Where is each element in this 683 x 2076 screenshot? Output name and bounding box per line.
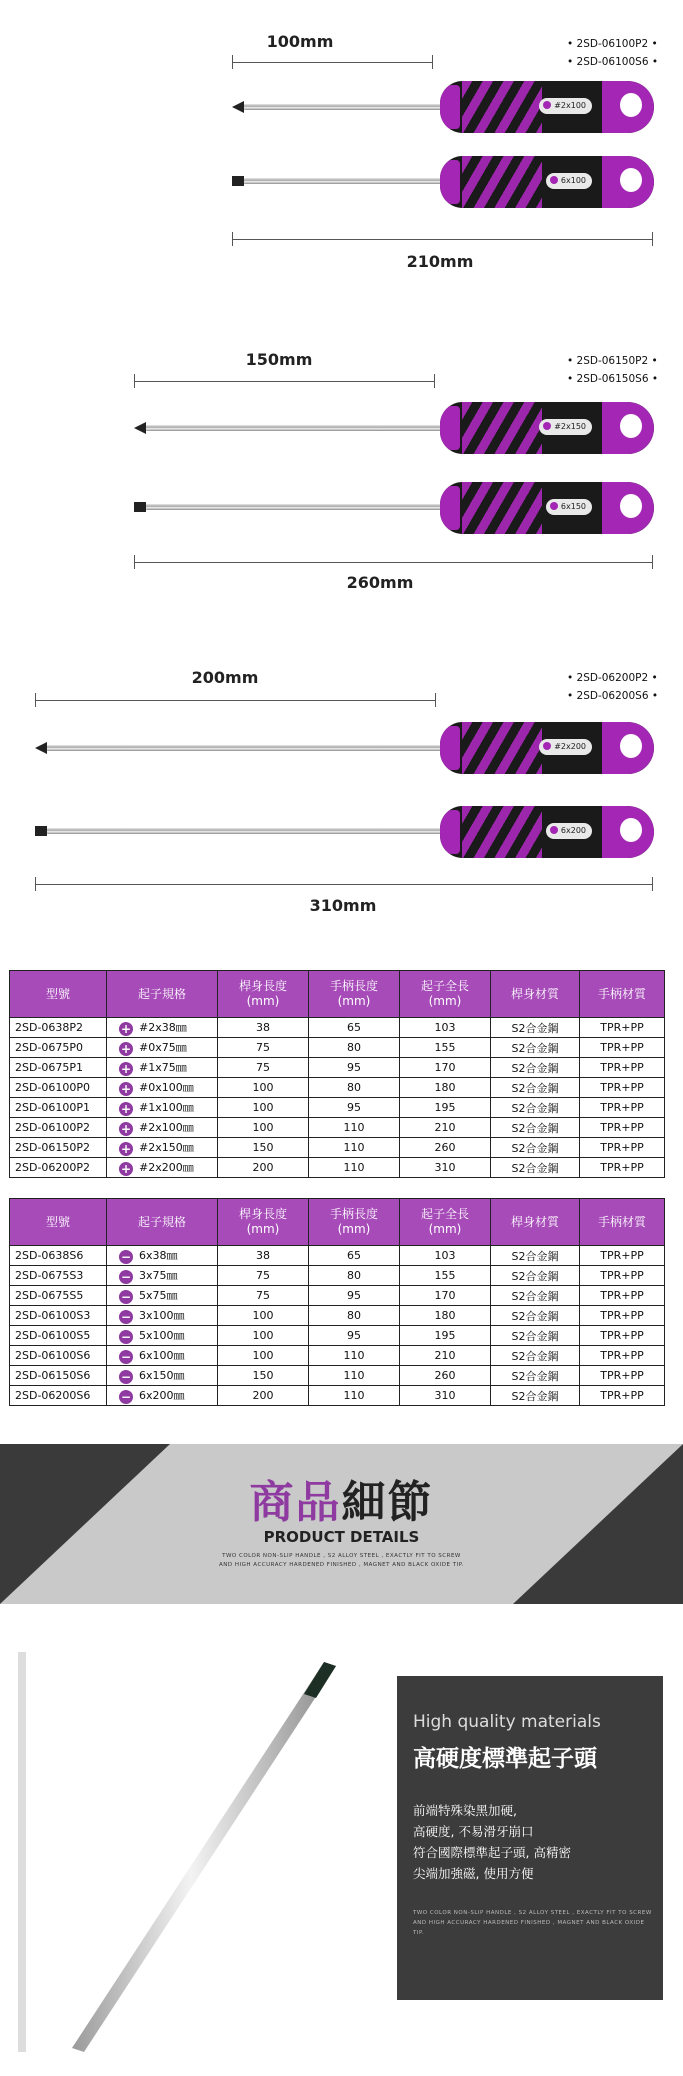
screwdriver-shaft [146,504,444,510]
table-row [10,1286,665,1306]
table-cell: TPR+PP [580,1246,665,1266]
detail-description: 前端特殊染黑加硬, 高硬度, 不易滑牙崩口 符合國際標準起子頭, 高精密 尖端加強磁, 使用方便 [413,1803,571,1881]
table-cell: 110 [309,1386,400,1406]
handle-label: 6x150 [546,499,592,515]
model-tag: • 2SD-06100S6 • [567,56,659,68]
table-cell: − 5x75㎜ [107,1286,218,1306]
table-row [10,1306,665,1326]
table-cell: + #2x200㎜ [107,1158,218,1178]
table-header-cell: 手柄材質 [580,1199,665,1246]
table-cell: 170 [400,1058,491,1078]
phillips-icon: + [120,1022,132,1036]
table-cell: 95 [309,1098,400,1118]
table-cell: 65 [309,1018,400,1038]
table-cell: S2合金鋼 [491,1386,580,1406]
table-cell: 80 [309,1078,400,1098]
table-cell: 260 [400,1366,491,1386]
table-cell: − 6x100㎜ [107,1346,218,1366]
table-cell: S2合金鋼 [491,1098,580,1118]
table-cell: S2合金鋼 [491,1246,580,1266]
table-cell: 2SD-06200P2 [10,1158,107,1178]
table-cell: 110 [309,1346,400,1366]
table-cell: 100 [218,1306,309,1326]
table-header-cell: 桿身材質 [491,1199,580,1246]
screwdriver-shaft [146,425,444,431]
handle-label: 6x200 [546,823,592,839]
table-cell: TPR+PP [580,1138,665,1158]
phillips-spec-table [9,970,665,1178]
bottom-dimension-label: 310mm [309,896,377,915]
dimension-line [35,700,435,701]
table-header-cell: 起子全長 (mm) [400,1199,491,1246]
table-cell: 2SD-06100S3 [10,1306,107,1326]
dimension-line [232,239,652,240]
table-cell: 65 [309,1246,400,1266]
slotted-icon: − [120,1390,132,1404]
table-cell: + #2x100㎜ [107,1118,218,1138]
table-cell: S2合金鋼 [491,1346,580,1366]
banner-title: 商品細節 [249,1477,434,1528]
slotted-icon: − [120,1350,132,1364]
table-cell: TPR+PP [580,1366,665,1386]
table-row [10,1158,665,1178]
table-cell: TPR+PP [580,1038,665,1058]
table-header-cell: 桿身材質 [491,971,580,1018]
table-cell: TPR+PP [580,1078,665,1098]
table-row [10,1018,665,1038]
table-cell: + #0x100㎜ [107,1078,218,1098]
table-cell: 110 [309,1118,400,1138]
table-row [10,1118,665,1138]
table-cell: TPR+PP [580,1266,665,1286]
table-cell: TPR+PP [580,1306,665,1326]
table-cell: 103 [400,1018,491,1038]
table-cell: 38 [218,1018,309,1038]
phillips-icon: + [120,1042,132,1056]
table-row [10,1366,665,1386]
table-cell: 2SD-0675P0 [10,1038,107,1058]
table-cell: − 3x100㎜ [107,1306,218,1326]
table-header-cell: 起子全長 (mm) [400,971,491,1018]
table-cell: + #2x150㎜ [107,1138,218,1158]
table-cell: TPR+PP [580,1058,665,1078]
slotted-icon: − [120,1270,132,1284]
banner-small-text: TWO COLOR NON-SLIP HANDLE , S2 ALLOY STEEL , EXACTLY FIT TO SCREW AND HIGH ACCURACY HARDENED FINISHED , MAGNET AND BLACK OXIDE TIP. [219,1553,464,1568]
phillips-icon: + [120,1082,132,1096]
table-cell: S2合金鋼 [491,1118,580,1138]
table-cell: 75 [218,1286,309,1306]
top-dimension-label: 200mm [191,668,259,687]
table-cell: 180 [400,1306,491,1326]
bottom-dimension-label: 260mm [346,573,414,592]
table-cell: 75 [218,1038,309,1058]
table-cell: − 6x200㎜ [107,1386,218,1406]
table-cell: 75 [218,1058,309,1078]
slotted-tip [134,502,146,512]
table-cell: S2合金鋼 [491,1158,580,1178]
table-header-cell: 手柄材質 [580,971,665,1018]
table-cell: S2合金鋼 [491,1078,580,1098]
slotted-icon: − [120,1250,132,1264]
bottom-dimension-label: 210mm [406,252,474,271]
table-cell: + #1x100㎜ [107,1098,218,1118]
table-cell: 180 [400,1078,491,1098]
table-header-cell: 型號 [10,971,107,1018]
table-cell: 170 [400,1286,491,1306]
table-cell: S2合金鋼 [491,1038,580,1058]
table-cell: 150 [218,1138,309,1158]
slotted-spec-table [9,1198,665,1406]
slotted-icon: − [120,1370,132,1384]
table-cell: TPR+PP [580,1286,665,1306]
dimension-tick [652,555,653,569]
table-cell: TPR+PP [580,1118,665,1138]
screwdriver-shaft [47,745,444,751]
phillips-tip [134,422,146,434]
table-row [10,1078,665,1098]
table-cell: 2SD-0675S5 [10,1286,107,1306]
phillips-icon: + [120,1122,132,1136]
table-cell: 195 [400,1326,491,1346]
phillips-icon: + [120,1062,132,1076]
detail-description-box [397,1676,663,2000]
table-cell: S2合金鋼 [491,1138,580,1158]
table-cell: TPR+PP [580,1386,665,1406]
table-cell: − 3x75㎜ [107,1266,218,1286]
dimension-tick [652,877,653,891]
dimension-tick [432,55,433,69]
dimension-tick [434,374,435,388]
table-cell: 95 [309,1286,400,1306]
table-cell: 80 [309,1306,400,1326]
table-cell: 80 [309,1266,400,1286]
table-header-cell: 手柄長度 (mm) [309,971,400,1018]
table-cell: 110 [309,1366,400,1386]
model-tag: • 2SD-06200S6 • [567,690,659,702]
table-cell: 210 [400,1346,491,1366]
slotted-tip [35,826,47,836]
phillips-icon: + [120,1162,132,1176]
detail-small-text: TWO COLOR NON-SLIP HANDLE , S2 ALLOY STEEL , EXACTLY FIT TO SCREW AND HIGH ACCURACY HARDENED FINISHED , MAGNET AND BLACK OXIDE TIP. [413,1910,652,1936]
detail-en-title: High quality materials [413,1712,601,1732]
table-cell: 2SD-0675S3 [10,1266,107,1286]
table-header-cell: 桿身長度 (mm) [218,1199,309,1246]
screwdriver-handle [440,156,654,208]
table-cell: 100 [218,1346,309,1366]
table-cell: 210 [400,1118,491,1138]
table-cell: 200 [218,1386,309,1406]
table-cell: 75 [218,1266,309,1286]
table-cell: 110 [309,1158,400,1178]
table-row [10,1266,665,1286]
table-cell: 2SD-06100P1 [10,1098,107,1118]
table-row [10,1246,665,1266]
screwdriver-shaft [244,104,444,110]
dimension-tick [652,232,653,246]
table-cell: 110 [309,1138,400,1158]
table-cell: 2SD-06150S6 [10,1366,107,1386]
table-cell: 310 [400,1386,491,1406]
table-header-cell: 型號 [10,1199,107,1246]
table-cell: − 6x150㎜ [107,1366,218,1386]
table-cell: 155 [400,1038,491,1058]
table-cell: TPR+PP [580,1346,665,1366]
table-cell: 2SD-06100S6 [10,1346,107,1366]
phillips-icon: + [120,1102,132,1116]
handle-label: #2x100 [539,98,592,114]
screwdriver-handle [440,482,654,534]
screwdriver-handle [440,722,654,774]
table-cell: S2合金鋼 [491,1018,580,1038]
slotted-icon: − [120,1310,132,1324]
phillips-tip [35,742,47,754]
model-tag: • 2SD-06100P2 • [567,38,658,50]
table-cell: S2合金鋼 [491,1058,580,1078]
handle-label: 6x100 [546,173,592,189]
phillips-tip [232,101,244,113]
table-row [10,1346,665,1366]
dimension-line [134,381,434,382]
dimension-line [232,62,432,63]
table-cell: S2合金鋼 [491,1306,580,1326]
screwdriver-shaft [47,828,444,834]
table-cell: 100 [218,1118,309,1138]
slotted-icon: − [120,1330,132,1344]
model-tag: • 2SD-06150S6 • [567,373,659,385]
table-cell: S2合金鋼 [491,1286,580,1306]
model-tag: • 2SD-06150P2 • [567,355,658,367]
table-cell: TPR+PP [580,1018,665,1038]
dimension-line [134,562,652,563]
table-cell: S2合金鋼 [491,1366,580,1386]
table-cell: 2SD-0675P1 [10,1058,107,1078]
table-cell: 200 [218,1158,309,1178]
table-cell: 95 [309,1326,400,1346]
image-frame [18,1652,26,2052]
table-row [10,1386,665,1406]
handle-label: #2x200 [539,739,592,755]
table-cell: 2SD-06100P0 [10,1078,107,1098]
dimension-tick [435,693,436,707]
detail-zh-title: 高硬度標準起子頭 [413,1746,597,1772]
table-cell: TPR+PP [580,1098,665,1118]
table-cell: 95 [309,1058,400,1078]
table-cell: − 5x100㎜ [107,1326,218,1346]
screwdriver-handle [440,402,654,454]
table-cell: 155 [400,1266,491,1286]
top-dimension-label: 150mm [245,350,313,369]
table-cell: S2合金鋼 [491,1266,580,1286]
table-cell: 100 [218,1078,309,1098]
table-cell: 2SD-06100P2 [10,1118,107,1138]
screwdriver-handle [440,81,654,133]
slotted-icon: − [120,1290,132,1304]
table-cell: 2SD-06150P2 [10,1138,107,1158]
table-cell: 2SD-0638S6 [10,1246,107,1266]
table-row [10,1326,665,1346]
table-cell: 100 [218,1098,309,1118]
table-row [10,1098,665,1118]
table-cell: 150 [218,1366,309,1386]
table-cell: + #1x75㎜ [107,1058,218,1078]
model-tag: • 2SD-06200P2 • [567,672,658,684]
dimension-line [35,884,652,885]
table-row [10,1058,665,1078]
table-cell: 195 [400,1098,491,1118]
handle-label: #2x150 [539,419,592,435]
table-cell: 38 [218,1246,309,1266]
table-row [10,1138,665,1158]
product-details-banner [0,1444,683,1604]
screwdriver-shaft [244,178,444,184]
table-cell: S2合金鋼 [491,1326,580,1346]
slotted-tip [232,176,244,186]
table-cell: 2SD-0638P2 [10,1018,107,1038]
table-header-cell: 桿身長度 (mm) [218,971,309,1018]
table-cell: + #0x75㎜ [107,1038,218,1058]
table-cell: 2SD-06200S6 [10,1386,107,1406]
table-cell: + #2x38㎜ [107,1018,218,1038]
table-cell: TPR+PP [580,1326,665,1346]
table-cell: TPR+PP [580,1158,665,1178]
table-header-cell: 起子規格 [107,1199,218,1246]
shaft-closeup-image [26,1652,386,2062]
table-cell: 260 [400,1138,491,1158]
table-cell: 103 [400,1246,491,1266]
table-header-cell: 手柄長度 (mm) [309,1199,400,1246]
table-cell: − 6x38㎜ [107,1246,218,1266]
table-cell: 2SD-06100S5 [10,1326,107,1346]
table-cell: 100 [218,1326,309,1346]
phillips-icon: + [120,1142,132,1156]
banner-subtitle: PRODUCT DETAILS [263,1528,420,1546]
table-row [10,1038,665,1058]
screwdriver-handle [440,806,654,858]
table-header-cell: 起子規格 [107,971,218,1018]
table-cell: 80 [309,1038,400,1058]
table-cell: 310 [400,1158,491,1178]
top-dimension-label: 100mm [266,32,334,51]
